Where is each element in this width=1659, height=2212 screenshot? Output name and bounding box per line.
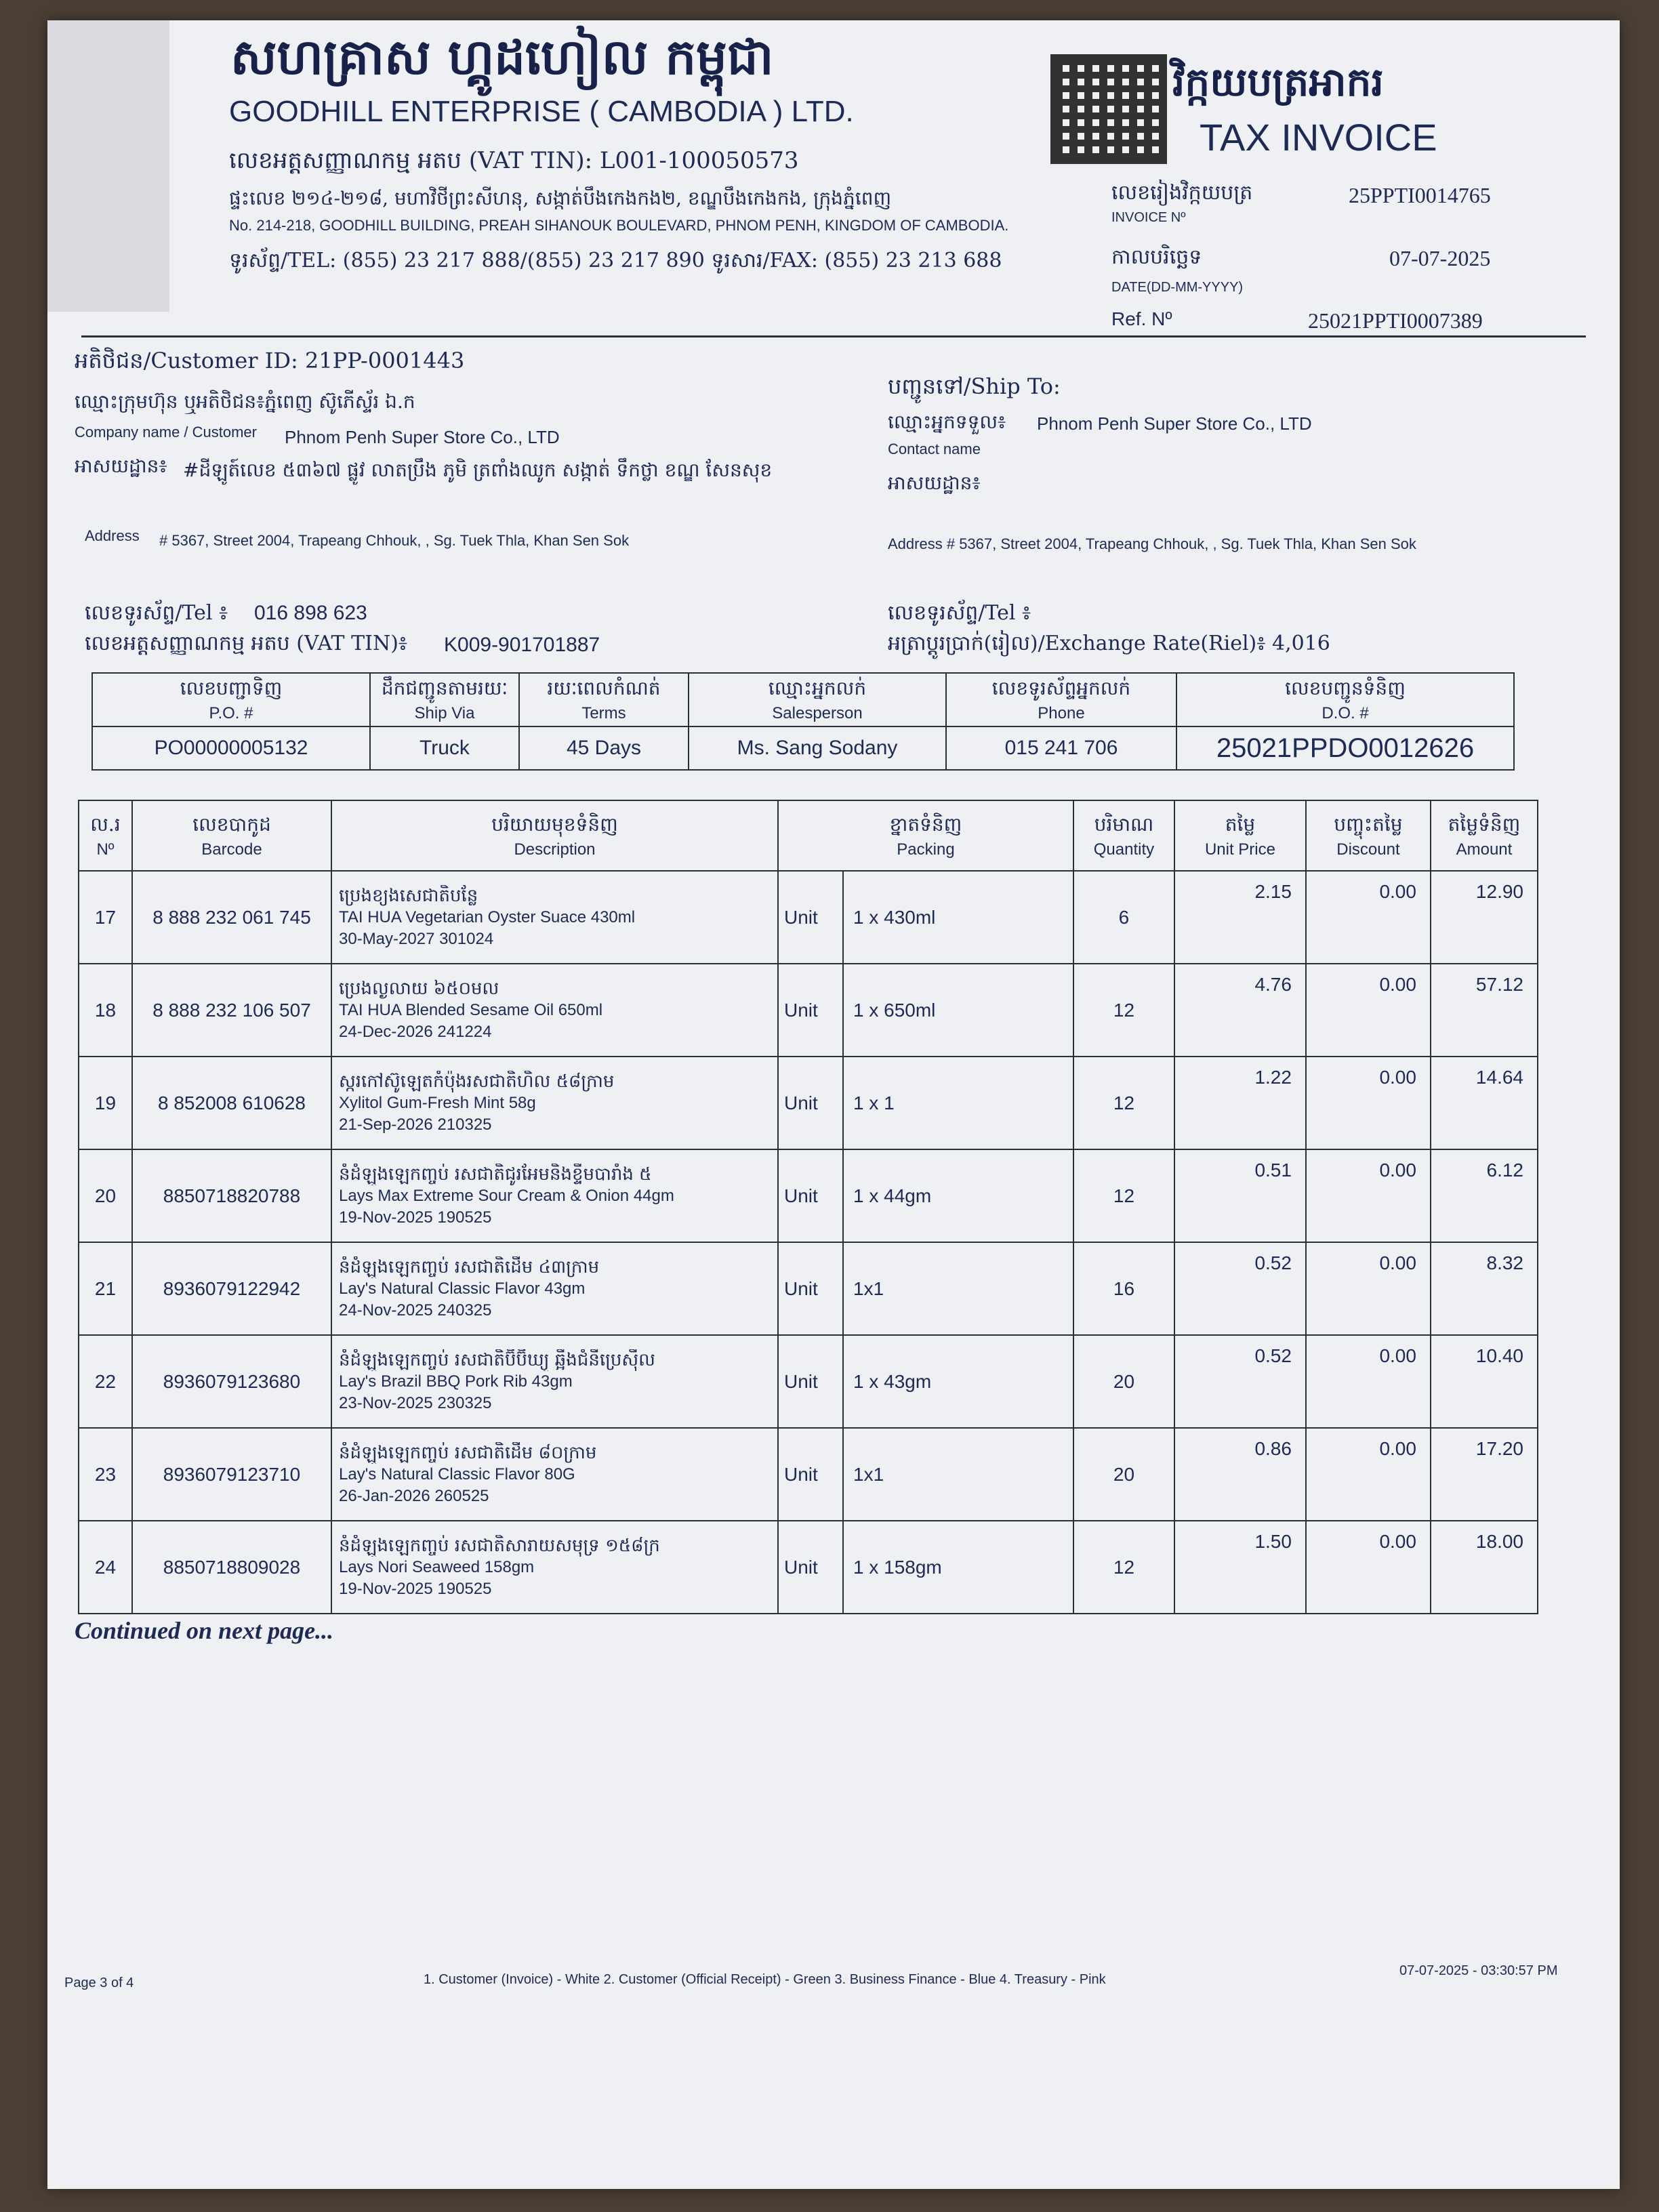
exchange-rate: [888, 630, 1330, 660]
col-quantity: [1073, 800, 1174, 871]
page-number: Page 3 of 4: [64, 1975, 134, 1990]
item-desc-en: TAI HUA Blended Sesame Oil 650ml: [339, 1000, 603, 1019]
item-quantity: 12: [1073, 1057, 1174, 1149]
ship-via: Truck: [370, 726, 519, 770]
item-quantity: 20: [1073, 1428, 1174, 1521]
qr-code: [1050, 54, 1167, 164]
item-unit: Unit: [778, 1057, 843, 1149]
ship-contact-label-kh: ឈ្មោះអ្នកទទួល៖: [888, 411, 1006, 433]
ship-via-header: [370, 673, 519, 726]
item-desc-en: Lays Max Extreme Sour Cream & Onion 44gm: [339, 1186, 674, 1205]
item-unit: Unit: [778, 1149, 843, 1242]
item-desc-kh: ប្រេងល្ងលាយ ៦៥០មល: [339, 978, 499, 999]
invoice-no-label-kh: លេខរៀងវិក្កយបត្រ: [1111, 181, 1253, 205]
invoice-date-label-en: DATE(DD-MM-YYYY): [1111, 280, 1244, 295]
item-desc-en: TAI HUA Vegetarian Oyster Suace 430ml: [339, 907, 636, 926]
invoice-title-kh: វិក្កយបត្រអាករ: [1172, 59, 1384, 105]
item-desc-date: 24-Nov-2025 240325: [339, 1300, 492, 1319]
item-discount: 0.00: [1306, 871, 1431, 964]
item-description: [331, 871, 778, 964]
col-no-kh: ល.រ: [90, 813, 121, 836]
item-description: [331, 1057, 778, 1149]
item-desc-date: 30-May-2027 301024: [339, 929, 494, 948]
customer-vat: K009-901701887: [444, 634, 600, 656]
item-unit-price: 0.52: [1174, 1242, 1306, 1335]
ship-via-header-en: Ship Via: [414, 704, 475, 722]
item-quantity: 20: [1073, 1335, 1174, 1428]
ship-via-header-kh: ដឹកជញ្ជូនតាមរយៈ: [381, 677, 508, 699]
item-description: [331, 1521, 778, 1614]
col-discount-kh: បញ្ចុះតម្លៃ: [1334, 813, 1403, 836]
item-packing: 1 x 650ml: [843, 964, 1073, 1057]
item-description: [331, 1428, 778, 1521]
po-header: [92, 673, 370, 726]
company-name-kh: សហគ្រាស ហ្គូដហៀល កម្ពុជា: [230, 28, 774, 85]
ship-address: [888, 535, 1416, 553]
print-timestamp: 07-07-2025 - 03:30:57 PM: [1399, 1963, 1558, 1978]
do-header: [1176, 673, 1514, 726]
item-desc-date: 23-Nov-2025 230325: [339, 1393, 492, 1412]
item-no: 19: [79, 1057, 132, 1149]
col-no-en: Nº: [96, 840, 115, 859]
item-barcode: 8936079123680: [132, 1335, 331, 1428]
col-packing: [778, 800, 1073, 871]
copy-distribution: 1. Customer (Invoice) - White 2. Customer (Official Receipt) - Green 3. Business Finance - Blue 4. Treasury - Pink: [424, 1972, 1106, 1987]
do-number: 25021PPDO0012626: [1176, 726, 1514, 770]
customer-address-label-en: Address: [85, 527, 140, 544]
ref-label: Ref. Nº: [1111, 308, 1172, 329]
po-header-kh: លេខបញ្ជាទិញ: [180, 677, 283, 699]
col-description-kh: បរិយាយមុខទំនិញ: [491, 813, 618, 836]
item-amount: 6.12: [1431, 1149, 1538, 1242]
item-desc-en: Lays Nori Seaweed 158gm: [339, 1557, 535, 1576]
salesperson-header-kh: ឈ្មោះអ្នកលក់: [768, 677, 867, 699]
terms: 45 Days: [519, 726, 689, 770]
table-row: [79, 1242, 1538, 1335]
po-header-en: P.O. #: [209, 704, 253, 722]
item-unit: Unit: [778, 871, 843, 964]
item-unit-price: 0.51: [1174, 1149, 1306, 1242]
item-discount: 0.00: [1306, 1149, 1431, 1242]
item-no: 18: [79, 964, 132, 1057]
item-barcode: 8850718820788: [132, 1149, 331, 1242]
col-discount-en: Discount: [1336, 840, 1400, 859]
item-desc-kh: ស្ករកៅស៊ូឡេតកំប៉ុងរសជាតិហិល ៥៨ក្រាម: [339, 1071, 615, 1092]
table-row: [79, 1335, 1538, 1428]
col-description-en: Description: [514, 840, 596, 859]
phone-header: [946, 673, 1176, 726]
col-packing-kh: ខ្នាតទំនិញ: [889, 813, 962, 836]
item-no: 17: [79, 871, 132, 964]
item-packing: 1 x 1: [843, 1057, 1073, 1149]
col-amount-en: Amount: [1456, 840, 1513, 859]
table-row: [79, 964, 1538, 1057]
item-no: 23: [79, 1428, 132, 1521]
ship-contact: Phnom Penh Super Store Co., LTD: [1037, 413, 1312, 434]
continued-note: Continued on next page...: [75, 1617, 334, 1644]
item-discount: 0.00: [1306, 964, 1431, 1057]
col-no: [79, 800, 132, 871]
ship-tel-label: លេខទូរស័ព្ទ/Tel ៖: [888, 601, 1031, 625]
col-amount-kh: តម្លៃទំនិញ: [1448, 813, 1521, 836]
item-amount: 18.00: [1431, 1521, 1538, 1614]
company-name-en: GOODHILL ENTERPRISE ( CAMBODIA ) LTD.: [229, 95, 854, 128]
item-barcode: 8 888 232 061 745: [132, 871, 331, 964]
item-unit: Unit: [778, 1335, 843, 1428]
item-unit: Unit: [778, 1428, 843, 1521]
item-discount: 0.00: [1306, 1057, 1431, 1149]
terms-header: [519, 673, 689, 726]
col-unit-price: [1174, 800, 1306, 871]
col-barcode-en: Barcode: [201, 840, 262, 859]
item-barcode: 8936079122942: [132, 1242, 331, 1335]
item-barcode: 8 852008 610628: [132, 1057, 331, 1149]
item-desc-en: Lay's Natural Classic Flavor 80G: [339, 1465, 575, 1483]
item-unit-price: 4.76: [1174, 964, 1306, 1057]
item-desc-kh: នំដំឡូងឡេកញ្ចប់ រសជាតិជូរអែមនិងខ្ទឹមបារាំង ៥: [339, 1164, 652, 1185]
item-quantity: 16: [1073, 1242, 1174, 1335]
item-packing: 1 x 43gm: [843, 1335, 1073, 1428]
col-discount: [1306, 800, 1431, 871]
company-address-en: No. 214-218, GOODHILL BUILDING, PREAH SIHANOUK BOULEVARD, PHNOM PENH, KINGDOM OF CAMBODIA.: [229, 217, 1009, 234]
col-quantity-kh: បរិមាណ: [1094, 813, 1154, 836]
item-amount: 57.12: [1431, 964, 1538, 1057]
table-row: [79, 1521, 1538, 1614]
col-unit-price-kh: តម្លៃ: [1225, 813, 1256, 836]
customer-address-kh: #ដីឡូត៍លេខ ៥៣៦៧ ផ្លូវ លាតប្រឹង ភូមិ ត្រពាំងឈូក សង្កាត់ ទឹកថ្លា ខណ្ឌ សែនសុខ: [183, 459, 773, 481]
sales-phone: 015 241 706: [946, 726, 1176, 770]
item-unit-price: 0.86: [1174, 1428, 1306, 1521]
item-description: [331, 1149, 778, 1242]
item-discount: 0.00: [1306, 1335, 1431, 1428]
customer-vat-label: លេខអត្តសញ្ញាណកម្ម អតប (VAT TIN)៖: [85, 632, 408, 655]
item-desc-kh: នំដំឡូងឡេកញ្ចប់ រសជាតិប៊ីប៊ីឃ្យូ ឆ្អឹងជំនីប្រេស៊ីល: [339, 1349, 655, 1370]
invoice-date-label-kh: កាលបរិច្ឆេទ: [1111, 245, 1202, 269]
company-contact: ទូរស័ព្ទ/TEL: (855) 23 217 888/(855) 23 217 890 ទូរសារ/FAX: (855) 23 213 688: [229, 249, 1002, 272]
item-quantity: 12: [1073, 1149, 1174, 1242]
customer-tel: 016 898 623: [254, 602, 367, 624]
customer-company-label-kh: ឈ្មោះក្រុមហ៊ុន ឬអតិថិជន៖ភ្នំពេញ ស៊ូភើស្ទ័រ ឯ.ក: [75, 390, 415, 413]
item-desc-date: 26-Jan-2026 260525: [339, 1486, 489, 1505]
invoice-no-label-en: INVOICE Nº: [1111, 210, 1186, 225]
salesperson-header: [689, 673, 946, 726]
ship-address-label-en: Address: [888, 535, 943, 552]
invoice-page: [47, 20, 1620, 2189]
item-no: 22: [79, 1335, 132, 1428]
ship-address-label-kh: អាសយដ្ឋាន៖: [888, 472, 981, 494]
item-unit: Unit: [778, 1521, 843, 1614]
item-packing: 1 x 158gm: [843, 1521, 1073, 1614]
item-desc-date: 19-Nov-2025 190525: [339, 1208, 492, 1227]
item-packing: 1 x 44gm: [843, 1149, 1073, 1242]
customer-id: [75, 347, 464, 379]
table-row: [79, 1057, 1538, 1149]
table-row: [79, 1149, 1538, 1242]
item-amount: 14.64: [1431, 1057, 1538, 1149]
phone-header-kh: លេខទូរស័ព្ទអ្នកលក់: [991, 677, 1131, 699]
item-unit-price: 1.22: [1174, 1057, 1306, 1149]
customer-id-value: 21PP-0001443: [304, 348, 465, 373]
item-no: 24: [79, 1521, 132, 1614]
item-unit: Unit: [778, 964, 843, 1057]
item-desc-en: Lay's Natural Classic Flavor 43gm: [339, 1279, 586, 1298]
item-discount: 0.00: [1306, 1242, 1431, 1335]
item-no: 21: [79, 1242, 132, 1335]
item-desc-date: 19-Nov-2025 190525: [339, 1579, 492, 1598]
items-body: [79, 871, 1538, 1614]
ref-number: 25021PPTI0007389: [1308, 308, 1483, 333]
terms-header-en: Terms: [581, 704, 626, 722]
exchange-rate-label: អត្រាប្តូរប្រាក់(រៀល)/Exchange Rate(Riel)៖: [888, 632, 1266, 655]
item-packing: 1x1: [843, 1428, 1073, 1521]
item-description: [331, 964, 778, 1057]
col-unit-price-en: Unit Price: [1204, 840, 1275, 859]
folded-corner: [47, 20, 169, 312]
item-discount: 0.00: [1306, 1428, 1431, 1521]
item-amount: 12.90: [1431, 871, 1538, 964]
item-unit-price: 0.52: [1174, 1335, 1306, 1428]
item-packing: 1x1: [843, 1242, 1073, 1335]
invoice-title-en: TAX INVOICE: [1200, 116, 1437, 159]
item-unit-price: 1.50: [1174, 1521, 1306, 1614]
item-barcode: 8936079123710: [132, 1428, 331, 1521]
po-number: PO00000005132: [92, 726, 370, 770]
col-packing-en: Packing: [897, 840, 955, 859]
item-unit: Unit: [778, 1242, 843, 1335]
item-desc-kh: នំដំឡូងឡេកញ្ចប់ រសជាតិសារាយសមុទ្រ ១៥៨ក្រ: [339, 1535, 660, 1556]
item-amount: 10.40: [1431, 1335, 1538, 1428]
table-row: [79, 871, 1538, 964]
phone-header-en: Phone: [1038, 704, 1085, 722]
item-unit-price: 2.15: [1174, 871, 1306, 964]
item-amount: 17.20: [1431, 1428, 1538, 1521]
item-barcode: 8850718809028: [132, 1521, 331, 1614]
item-desc-kh: ប្រេងខ្យងសេជាតិបន្លែ: [339, 885, 478, 906]
customer-address-en: # 5367, Street 2004, Trapeang Chhouk, , Sg. Tuek Thla, Khan Sen Sok: [159, 532, 630, 549]
item-desc-date: 24-Dec-2026 241224: [339, 1022, 492, 1041]
order-info-table: [91, 672, 1515, 771]
item-quantity: 12: [1073, 1521, 1174, 1614]
do-header-kh: លេខបញ្ជូនទំនិញ: [1285, 677, 1406, 699]
col-barcode: [132, 800, 331, 871]
item-amount: 8.32: [1431, 1242, 1538, 1335]
salesperson: Ms. Sang Sodany: [689, 726, 946, 770]
item-quantity: 12: [1073, 964, 1174, 1057]
item-barcode: 8 888 232 106 507: [132, 964, 331, 1057]
customer-company: Phnom Penh Super Store Co., LTD: [285, 427, 560, 447]
item-no: 20: [79, 1149, 132, 1242]
customer-tel-label: លេខទូរស័ព្ទ/Tel ៖: [85, 601, 228, 625]
item-description: [331, 1335, 778, 1428]
col-quantity-en: Quantity: [1093, 840, 1155, 859]
items-header-row: [79, 800, 1538, 871]
invoice-date: 07-07-2025: [1389, 246, 1491, 270]
table-row: [79, 1428, 1538, 1521]
col-amount: [1431, 800, 1538, 871]
item-discount: 0.00: [1306, 1521, 1431, 1614]
item-packing: 1 x 430ml: [843, 871, 1073, 964]
invoice-number: 25PPTI0014765: [1349, 183, 1491, 207]
company-vat: លេខអត្តសញ្ញាណកម្ម អតប (VAT TIN): L001-100050573: [229, 147, 799, 174]
exchange-rate-value: 4,016: [1272, 632, 1330, 655]
company-address-kh: ផ្ទះលេខ ២១៤-២១៨, មហាវិថីព្រះសីហនុ, សង្កាត់បឹងកេងកង២, ខណ្ឌបឹងកេងកង, ក្រុងភ្នំពេញ: [229, 187, 892, 209]
item-quantity: 6: [1073, 871, 1174, 964]
item-desc-kh: នំដំឡូងឡេកញ្ចប់ រសជាតិដើម ៨០ក្រាម: [339, 1442, 597, 1463]
ship-address-en: # 5367, Street 2004, Trapeang Chhouk, , Sg. Tuek Thla, Khan Sen Sok: [946, 535, 1416, 552]
ship-to-label: បញ្ជូនទៅ/Ship To:: [888, 373, 1061, 399]
salesperson-header-en: Salesperson: [772, 704, 863, 722]
items-table: [78, 800, 1538, 1614]
item-desc-en: Lay's Brazil BBQ Pork Rib 43gm: [339, 1372, 573, 1391]
customer-id-label: អតិថិជន/Customer ID:: [75, 348, 298, 373]
item-desc-kh: នំដំឡូងឡេកញ្ចប់ រសជាតិដើម ៤៣ក្រាម: [339, 1256, 600, 1277]
ship-contact-label-en: Contact name: [888, 441, 981, 457]
do-header-en: D.O. #: [1322, 704, 1369, 722]
col-description: [331, 800, 778, 871]
customer-address-label-kh: អាសយដ្ឋាន៖: [75, 455, 167, 477]
item-description: [331, 1242, 778, 1335]
customer-company-label-en: Company name / Customer: [75, 424, 257, 441]
item-desc-date: 21-Sep-2026 210325: [339, 1115, 492, 1134]
col-barcode-kh: លេខបាកូដ: [192, 813, 271, 836]
header-divider: [81, 335, 1586, 337]
item-desc-en: Xylitol Gum-Fresh Mint 58g: [339, 1093, 536, 1112]
terms-header-kh: រយៈពេលកំណត់: [547, 677, 661, 699]
